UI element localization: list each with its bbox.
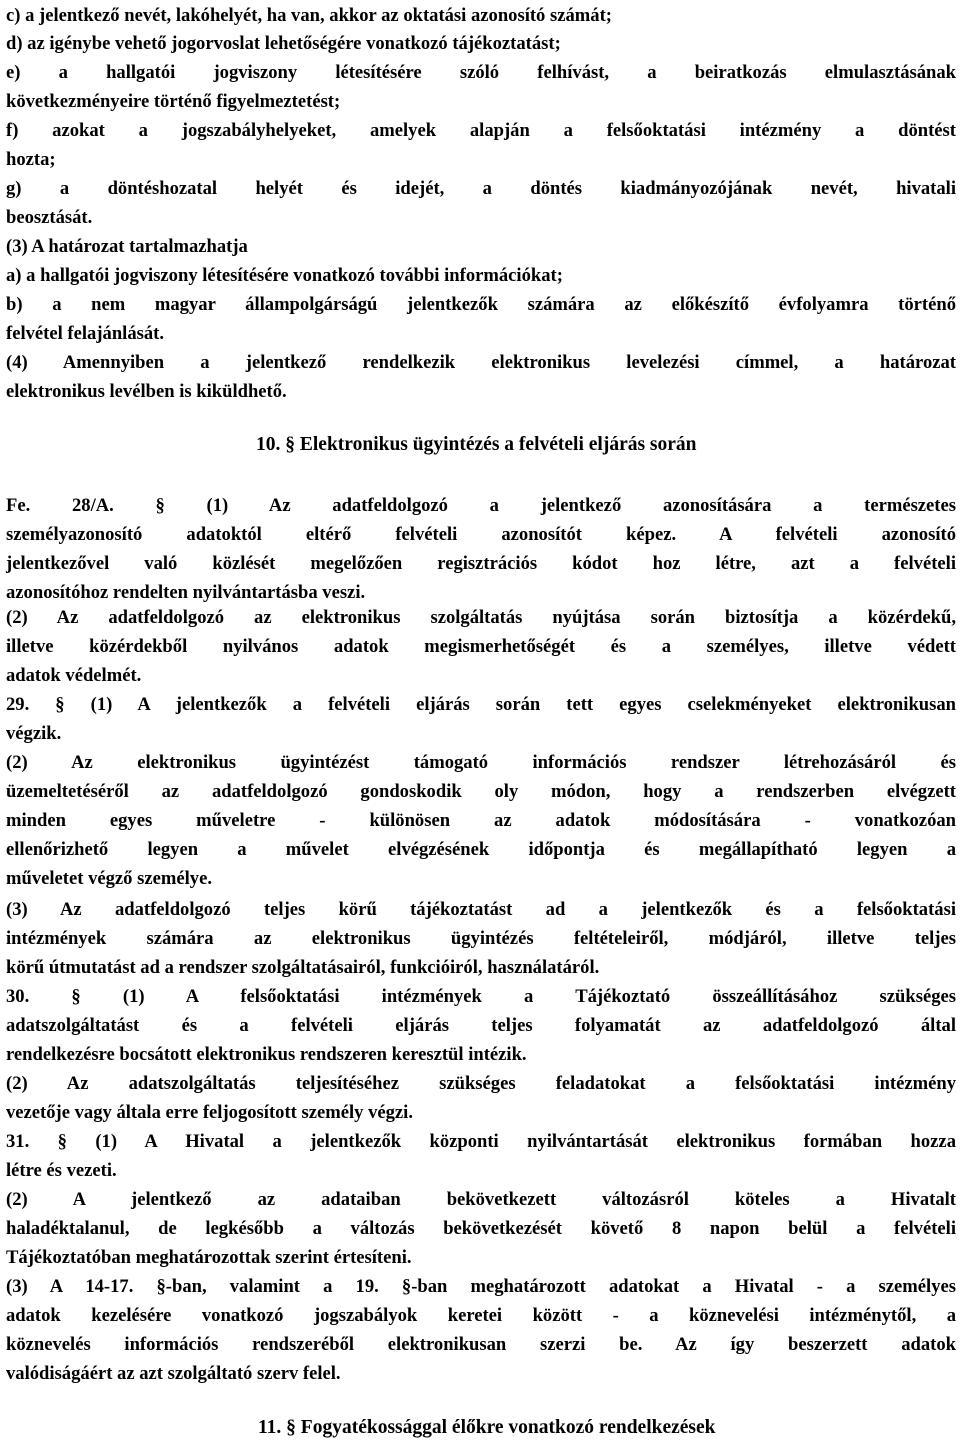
text-line: (2) Az adatfeldolgozó az elektronikus szolgáltatás nyújtása során biztosítja a közérdekű, [6, 607, 956, 628]
text-line: 31. § (1) A Hivatal a jelentkezők központi nyilvántartását elektronikus formában hozza [6, 1131, 956, 1152]
text-line: következményeire történő figyelmeztetést; [6, 91, 341, 112]
text-line: adatszolgáltatást és a felvételi eljárás teljes folyamatát az adatfeldolgozó által [6, 1015, 956, 1036]
text-line: hozta; [6, 149, 56, 170]
text-line: adatok védelmét. [6, 665, 142, 686]
text-line: Tájékoztatóban meghatározottak szerint értesíteni. [6, 1247, 412, 1268]
text-line: g) a döntéshozatal helyét és idejét, a döntés kiadmányozójának nevét, hivatali [6, 178, 956, 199]
text-line: minden egyes műveletre - különösen az adatok módosítására - vonatkozóan [6, 810, 956, 831]
text-line: vezetője vagy általa erre feljogosított személy végzi. [6, 1102, 413, 1123]
text-line: végzik. [6, 723, 62, 744]
text-line: (2) Az adatszolgáltatás teljesítéséhez szükséges feladatokat a felsőoktatási intézmény [6, 1073, 956, 1094]
text-line: a) a hallgatói jogviszony létesítésére vonatkozó további információkat; [6, 265, 563, 286]
text-line: létre és vezeti. [6, 1160, 117, 1181]
text-line: műveletet végző személye. [6, 868, 212, 889]
text-line: (2) Az elektronikus ügyintézést támogató információs rendszer létrehozásáról és [6, 752, 956, 773]
text-line: Fe. 28/A. § (1) Az adatfeldolgozó a jelentkező azonosítására a természetes [6, 495, 956, 516]
text-line: haladéktalanul, de legkésőbb a változás bekövetkezését követő 8 napon belül a felvételi [6, 1218, 956, 1239]
text-line: személyazonosító adatoktól eltérő felvételi azonosítót képez. A felvételi azonosító [6, 524, 956, 545]
text-line: intézmények számára az elektronikus ügyintézés feltételeiről, módjáról, illetve teljes [6, 928, 956, 949]
text-line: d) az igénybe vehető jogorvoslat lehetőségére vonatkozó tájékoztatást; [6, 33, 561, 54]
text-line: körű útmutatást ad a rendszer szolgáltatásairól, funkcióiról, használatáról. [6, 957, 600, 978]
text-line: elektronikus levélben is kiküldhető. [6, 381, 287, 402]
text-line: (2) A jelentkező az adataiban bekövetkezett változásról köteles a Hivatalt [6, 1189, 956, 1210]
text-line: c) a jelentkező nevét, lakóhelyét, ha van, akkor az oktatási azonosító számát; [6, 5, 612, 26]
text-line: ellenőrizhető legyen a művelet elvégzésének időpontja és megállapítható legyen a [6, 839, 956, 860]
section-heading-11: 11. § Fogyatékossággal élőkre vonatkozó rendelkezések [258, 1417, 716, 1438]
section-heading-10: 10. § Elektronikus ügyintézés a felvételi eljárás során [256, 434, 697, 455]
text-line: valódiságáért az azt szolgáltató szerv felel. [6, 1363, 341, 1384]
text-line: adatok kezelésére vonatkozó jogszabályok keretei között - a köznevelési intézménytől, a [6, 1305, 956, 1326]
text-line: beosztását. [6, 207, 93, 228]
text-line: illetve közérdekből nyilvános adatok megismerhetőségét és a személyes, illetve védett [6, 636, 956, 657]
text-line: (3) A határozat tartalmazhatja [6, 236, 248, 257]
text-line: felvétel felajánlását. [6, 323, 164, 344]
text-line: e) a hallgatói jogviszony létesítésére szóló felhívást, a beiratkozás elmulasztásának [6, 62, 956, 83]
text-line: b) a nem magyar állampolgárságú jelentkezők számára az előkészítő évfolyamra történő [6, 294, 956, 315]
text-line: (4) Amennyiben a jelentkező rendelkezik elektronikus levelezési címmel, a határozat [6, 352, 956, 373]
text-line: (3) Az adatfeldolgozó teljes körű tájékoztatást ad a jelentkezők és a felsőoktatási [6, 899, 956, 920]
text-line: azonosítóhoz rendelten nyilvántartásba veszi. [6, 582, 366, 603]
text-line: üzemeltetéséről az adatfeldolgozó gondoskodik oly módon, hogy a rendszerben elvégzett [6, 781, 956, 802]
text-line: 29. § (1) A jelentkezők a felvételi eljárás során tett egyes cselekményeket elektronikusan [6, 694, 956, 715]
text-line: köznevelés információs rendszeréből elektronikusan szerzi be. Az így beszerzett adatok [6, 1334, 956, 1355]
text-line: 30. § (1) A felsőoktatási intézmények a Tájékoztató összeállításához szükséges [6, 986, 956, 1007]
text-line: jelentkezővel való közlését megelőzően regisztrációs kódot hoz létre, azt a felvételi [6, 553, 956, 574]
text-line: f) azokat a jogszabályhelyeket, amelyek alapján a felsőoktatási intézmény a döntést [6, 120, 956, 141]
text-line: rendelkezésre bocsátott elektronikus rendszeren keresztül intézik. [6, 1044, 527, 1065]
text-line: (3) A 14-17. §-ban, valamint a 19. §-ban meghatározott adatokat a Hivatal - a személyes [6, 1276, 956, 1297]
